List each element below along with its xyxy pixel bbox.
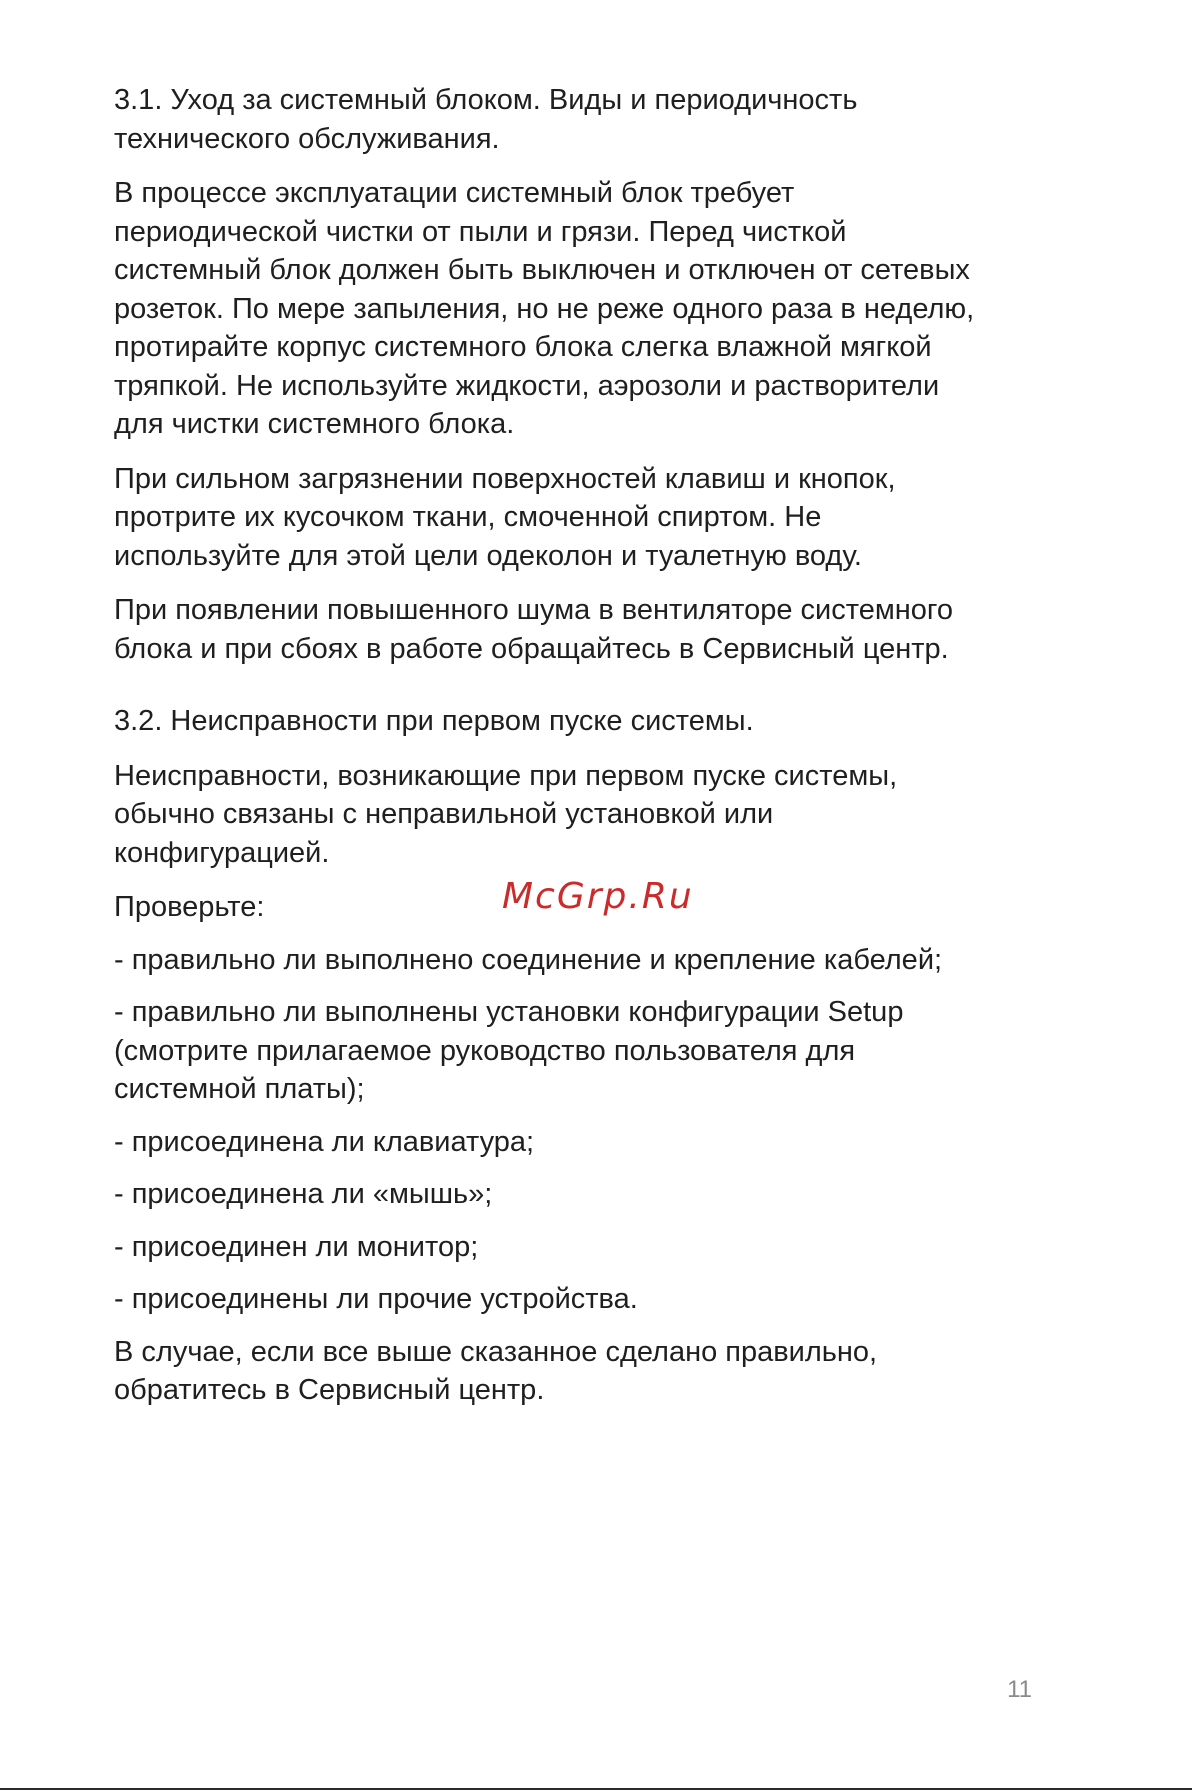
list-item: - правильно ли выполнено соединение и крепление кабелей; (114, 943, 943, 976)
conclusion-paragraph: В случае, если все выше сказанное сделано правильно, обратитесь в Сервисный центр. (114, 1335, 878, 1406)
list-item: - присоединен ли монитор; (114, 1230, 479, 1263)
watermark: McGrp.Ru (502, 876, 694, 917)
paragraph: Неисправности, возникающие при первом пуске системы, обычно связаны с неправильной установкой или конфигурацией. (114, 759, 898, 869)
list-item: - правильно ли выполнены установки конфигурации Setup (смотрите прилагаемое руководство пользователя для системной платы); (114, 996, 904, 1105)
paragraph: В процессе эксплуатации системный блок требует периодической чистки от пыли и грязи. Перед чисткой системный блок должен быть выключен и отключен от сетевых розеток. По мере запыления, но не реже одного раза в неделю, протирайте корпус системного блока слегка влажной мягкой тряпкой. Не используйте жидкости, аэрозоли и растворители для чистки системного блока. (114, 177, 975, 440)
section-heading-3-1: 3.1. Уход за системный блоком. Виды и периодичность технического обслуживания. (114, 84, 858, 155)
page-content (114, 81, 1094, 1410)
page-number: 11 (1007, 1676, 1032, 1703)
list-item: - присоединены ли прочие устройства. (114, 1283, 638, 1315)
paragraph: При появлении повышенного шума в вентиляторе системного блока и при сбоях в работе обращайтесь в Сервисный центр. (114, 594, 953, 665)
paragraph: При сильном загрязнении поверхностей клавиш и кнопок, протрите их кусочком ткани, смоченной спиртом. Не используйте для этой цели одеколон и туалетную воду. (114, 462, 896, 572)
bottom-divider (0, 1788, 1192, 1790)
check-label: Проверьте: (114, 891, 265, 923)
list-item: - присоединена ли клавиатура; (114, 1125, 535, 1158)
section-heading-3-2: 3.2. Неисправности при первом пуске системы. (114, 705, 754, 737)
list-item: - присоединена ли «мышь»; (114, 1178, 493, 1210)
